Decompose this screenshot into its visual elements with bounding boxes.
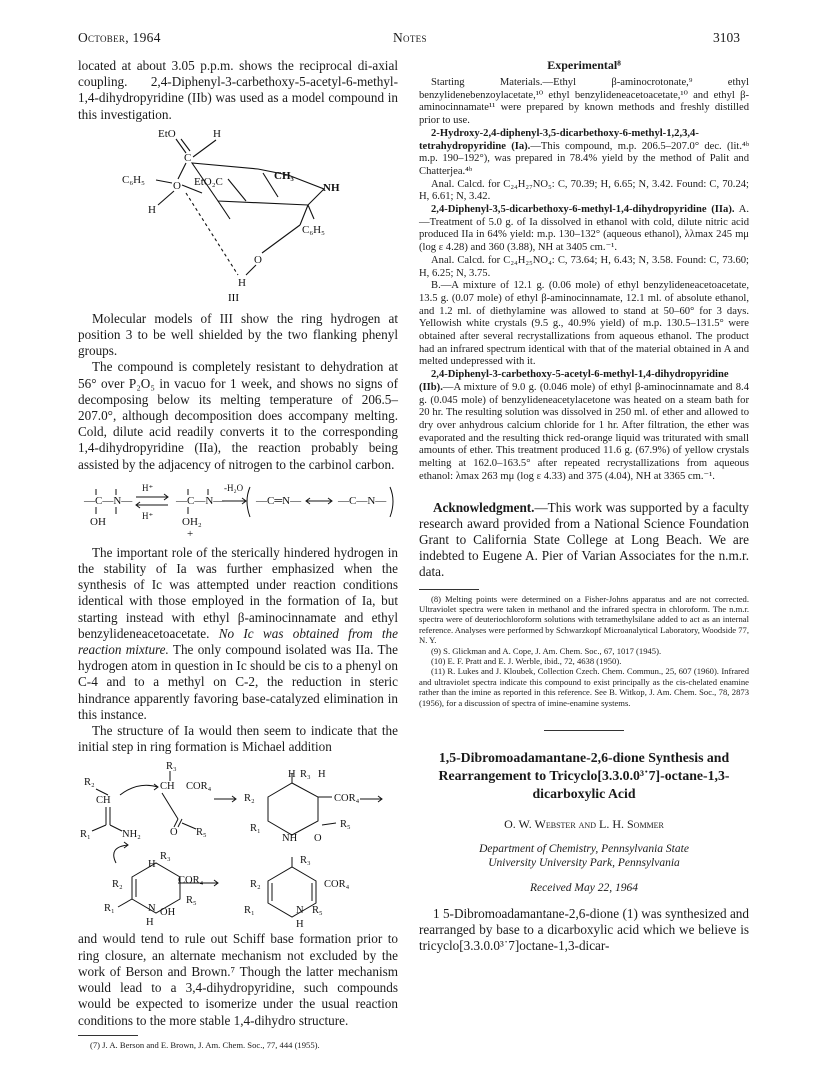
label-o-top: O — [173, 179, 181, 192]
text-block: The compound is completely resistant to dehydration at 56° over P₂O₅ in vacuo for 1 week, and shows no signs of decomposing below its melting temperature of 206.5–207.0°, although decomposition does accompany melting. Cold, dilute acid readily converts it to the corresponding 1,4-dihydropyridine (IIa), the reaction probably being assisted by the adjacency of nitrogen to the carbinol carbon. — [78, 359, 398, 472]
paragraph-coupling — [78, 58, 398, 123]
footnote-7 — [78, 1040, 398, 1050]
label-h-c: H — [148, 859, 156, 871]
label-h-left: H — [148, 203, 156, 216]
label-ch-2: CH — [96, 795, 111, 807]
paragraph-molecular-models — [78, 311, 398, 473]
label-oh2: OH₂ — [182, 515, 202, 528]
authors: O. W. Webster and L. H. Sommer — [504, 816, 664, 831]
footnote-8: (8) Melting points were determined on a Fisher-Johns apparatus and are not corrected. Ultraviolet spectra were taken in methanol and the infrared spectra in chloroform. The n.m.r. spectra were of deuteriochloroform solutions with tetramethylsilane added to act as an internal reference. Analyses were performed by Schwarzkopf Microanalytical Laboratory, Woodside 77, N. Y. — [419, 593, 749, 646]
label-c6h5-left: C₆H₅ — [122, 173, 145, 186]
analysis-iia: Anal. Calcd. for C₂₄H₂₅NO₄: C, 73.64; H, 6.43; N, 3.58. Found: C, 73.60; H, 6.25; N, 3.75. — [419, 254, 749, 279]
label-cor4: COR₄ — [186, 781, 212, 793]
article-separator — [544, 730, 624, 731]
footnote-divider-right — [419, 589, 479, 590]
label-nh: NH — [323, 181, 340, 194]
label-h-bottom: H — [238, 276, 246, 289]
section-iib — [419, 369, 749, 483]
label-r2-b: R₂ — [244, 793, 255, 805]
label-r2-c: R₂ — [112, 879, 123, 891]
label-o-b: O — [314, 833, 322, 845]
method-b: B.—A mixture of 12.1 g. (0.06 mole) of ethyl benzylideneacetoacetate, 13.5 g. (0.07 mole) of ethyl β-aminocinnamate, 12.1 ml. of absolute ethanol, and 1.2 ml. of diethylamine was allowed to stand at 50–60° for 3 days. Yellowish white crystals (9.5 g., 40.9% yield) of m.p. 130.5–131.5° were obtained after several recrystallizations from aqueous ethanol. The product had an infrared spectrum identical with that of the material obtained in A and melted undepressed with it. — [419, 280, 749, 368]
svg-text:—C—N—: —C—N— — [176, 494, 225, 507]
structure-III-diagram — [78, 123, 398, 303]
label-eto: EtO — [158, 127, 176, 140]
text-block: and would tend to rule out Schiff base formation prior to ring closure, an alternate mechanism not excluded by the work of Berson and Brown.⁷ Though the latter mechanism would lead to a 3,4-dihydropyridine, such compounds would be expected to isomerize under the usual reaction conditions to the more stable 1,4-dihydro structure. — [78, 931, 398, 1028]
label-ch: CH — [160, 781, 175, 793]
label-oh: OH — [90, 515, 106, 528]
experimental-heading: Experimental⁸ — [547, 58, 621, 72]
label-minus-h2o: -H₂O — [224, 482, 244, 493]
italic-span: No Ic was obtained from the reaction mixture. — [78, 625, 399, 658]
label-h-d: H — [296, 919, 304, 930]
label-n-c: N — [148, 903, 156, 915]
label-r5-c: R₅ — [186, 895, 197, 907]
analysis-ia: Anal. Calcd. for C₂₄H₂₇NO₅: C, 70.39; H, 6.65; N, 3.42. Found: C, 70.24; H, 6.61; N, 3.42. — [419, 178, 749, 203]
footnote-9: (9) S. Glickman and A. Cope, J. Am. Chem. Soc., 67, 1017 (1945). — [431, 645, 662, 656]
footnote-text: (7) J. A. Berson and E. Brown, J. Am. Chem. Soc., 77, 444 (1955). — [90, 1039, 320, 1050]
structure-III-bonds — [156, 139, 324, 275]
section-title: 2,4-Diphenyl-3,5-dicarbethoxy-6-methyl-1,4-dihydropyridine (IIa). — [431, 204, 735, 216]
label-h-b: H — [318, 769, 326, 781]
article-intro — [419, 906, 749, 955]
label-r1-d: R₁ — [244, 905, 255, 917]
label-r1: R₁ — [80, 829, 91, 841]
intro-text: 1 5-Dibromoadamantane-2,6-dione (1) was synthesized and rearranged by base to a dicarboxylic acid which we believe is tricyclo[3.3.0.0³˙7]octane-1,3-dicar- — [419, 905, 749, 954]
label-c: C — [184, 151, 192, 164]
label-r1-b: R₁ — [250, 823, 261, 835]
label-plus: + — [187, 527, 194, 540]
label-h: H — [288, 769, 296, 781]
label-hplus-bottom: H⁺ — [142, 510, 154, 521]
label-cor4-d: COR₄ — [324, 879, 350, 891]
label-r3: R₃ — [166, 761, 177, 773]
article-title: 1,5-Dibromoadamantane-2,6-dione Synthesis and Rearrangement to Tricyclo[3.3.0.0³˙7]-octane-1,3-dicarboxylic Acid — [438, 749, 730, 801]
label-eto2c: EtO₂C — [194, 175, 223, 188]
experimental-section — [419, 77, 749, 484]
text-block: Molecular models of III show the ring hydrogen at position 3 to be well shielded by the two flanking phenyl groups. — [78, 310, 398, 359]
header-date: October, 1964 — [78, 30, 161, 45]
paragraph-schiff-base — [78, 931, 398, 1028]
header-section: Notes — [393, 30, 427, 45]
label-r5: R₅ — [196, 827, 207, 839]
label-h-c2: H — [146, 917, 154, 929]
label-r1-c: R₁ — [104, 903, 115, 915]
structure-label-III: III — [228, 291, 239, 303]
section-title: 2-Hydroxy-2,4-diphenyl-3,5-dicarbethoxy-6-methyl-1,2,3,4-tetrahydropyridine (Ia). — [419, 127, 699, 152]
section-iia — [419, 204, 749, 255]
section-text: A.—Treatment of 5.0 g. of Ia dissolved in ethanol with cold, dilute nitric acid produced IIa in 64% yield: m.p. 130–132° (aqueous ethanol), λλmax 245 mμ (log ε 4.28) and 360 (3.88), NH at 3405 cm.⁻¹. — [419, 204, 749, 254]
section-text: —This compound, m.p. 206.5–207.0° dec. (lit.⁴ᵇ m.p. 190–192°), was prepared in 78.4% yield by the method of Palit and Chatterjea.⁴ᵇ — [419, 140, 749, 177]
label-nh2: NH₂ — [122, 829, 141, 841]
acknowledgment — [419, 500, 749, 581]
text-block: The structure of Ia would then seem to indicate that the initial step in ring formation is Michael addition — [78, 723, 398, 755]
dehydration-equation — [78, 477, 398, 541]
right-column — [419, 58, 749, 955]
label-o: O — [170, 827, 178, 839]
label-o-bottom: O — [254, 253, 262, 266]
label-c6h5-right: C₆H₅ — [302, 223, 325, 236]
label-ch3: CH₃ — [274, 169, 294, 182]
label-oh-c: OH — [160, 907, 176, 919]
text-span: The important role of the sterically hindered hydrogen in the stability of Ia was further emphasized when the synthesis of Ic was attempted under reaction conditions identical with those employed in the formation of Ia, but starting instead with ethyl β-aminocinnamate and ethyl benzylideneacetoacetate. — [78, 544, 398, 641]
svg-text:—C═N—: —C═N— — [256, 494, 302, 507]
label-cor4-b: COR₄ — [334, 793, 360, 805]
ack-text: —This work was supported by a faculty research award provided from a National Science Foundation Grant to California State College at Long Beach. We are indebted to Eugene A. Pier of Varian Associates for the n.m.r. data. — [419, 499, 749, 580]
label-r5-d: R₅ — [312, 905, 323, 917]
svg-text:—C—N—: —C—N— — [84, 494, 133, 507]
label-nh: NH — [282, 833, 298, 845]
left-column — [78, 58, 398, 1050]
footnote-divider — [78, 1035, 138, 1036]
label-r2: R₂ — [84, 777, 95, 789]
label-n-d: N — [296, 905, 304, 917]
ack-title: Acknowledgment. — [433, 499, 535, 515]
label-hplus-top: H⁺ — [142, 482, 154, 493]
section-text: —A mixture of 9.0 g. (0.046 mole) of ethyl β-aminocinnamate and 8.4 g. (0.045 mole) of benzylideneacetylacetone was heated on a steam bath for 20 hr. The resulting solution was dissolved in 250 ml. of ether and allowed to dry over anhydrous calcium chloride for 1 hr. After filtration, the ether was evaporated and the resulting thick red-orange liquid was triturated with small amounts of ether. This treatment produced 11.6 g. (67.9%) of yellow crystals melting at 162.0–163.5° after repeated recrystallizations from aqueous ethanol: λmax 263 mμ (log ε 4.33) and 375 (4.04), NH at 3365 cm.⁻¹. — [419, 381, 749, 482]
label-r3-c: R₃ — [160, 851, 171, 863]
label-cor4-c: COR₄ — [178, 875, 204, 887]
label-r3-b: R₃ — [300, 769, 311, 781]
label-r5-b: R₅ — [340, 819, 351, 831]
section-ia — [419, 128, 749, 179]
text-block: located at about 3.05 p.p.m. shows the reciprocal di-axial coupling. 2,4-Diphenyl-3-carbethoxy-5-acetyl-6-methyl-1,4-dihydropyridine (IIb) was used as a model compound in this investigation. — [78, 58, 398, 122]
svg-text:—C—N—: —C—N— — [338, 494, 387, 507]
received-date: Received May 22, 1964 — [530, 881, 638, 894]
label-h: H — [213, 127, 221, 140]
footnotes-right — [419, 594, 749, 708]
section-title: 2,4-Diphenyl-3-carbethoxy-5-acetyl-6-methyl-1,4-dihydropyridine (IIb). — [419, 369, 729, 393]
footnote-11: (11) R. Lukes and J. Kloubek, Collection Czech. Chem. Commun., 25, 607 (1960). Infrared and ultraviolet spectra indicate this compound to exist principally as the cis-chelated enamine rather than the imine as reported in this reference. See B. Witkop, J. Am. Chem. Soc., 78, 2873 (1956), for a discussion of spectra of imine-enamine systems. — [419, 666, 749, 708]
label-r3-d: R₃ — [300, 855, 311, 867]
affiliation: Department of Chemistry, Pennsylvania State University University Park, Pennsylvania — [479, 842, 689, 869]
text-span: The only compound isolated was IIa. The hydrogen atom in question in Ic should be cis to a phenyl on C-4 and to a methyl on C-2, the reduction in steric hindrance apparently favoring base-catalyzed elimination in this instance. — [78, 642, 398, 722]
starting-materials: Starting Materials.—Ethyl β-aminocrotonate,⁹ ethyl benzylidenebenzoylacetate,¹⁰ ethyl benzylideneacetoacetate,¹⁰ and ethyl β-aminocinnamate¹¹ were prepared by known methods and freshly distilled prior to use. — [419, 77, 749, 127]
michael-addition-scheme — [78, 759, 398, 929]
header-page-number: 3103 — [713, 30, 740, 45]
footnote-10: (10) E. F. Pratt and E. J. Werble, ibid., 72, 4638 (1950). — [431, 655, 622, 666]
label-r2-d: R₂ — [250, 879, 261, 891]
paragraph-steric-hindrance — [78, 545, 398, 756]
